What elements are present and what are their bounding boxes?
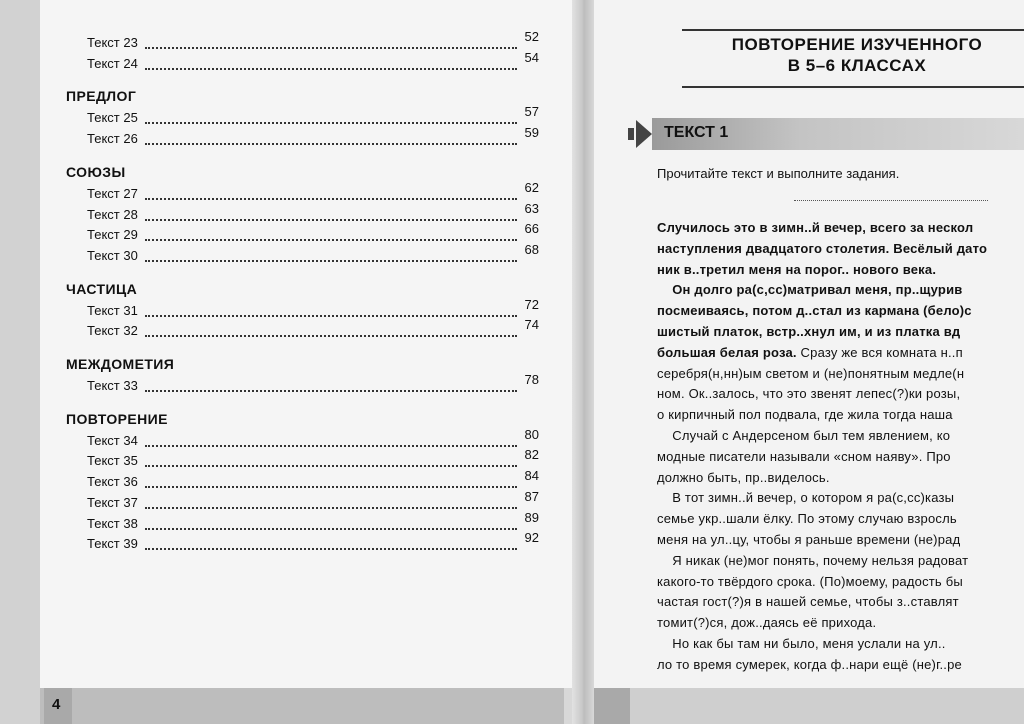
passage-line	[657, 262, 1024, 277]
toc-entry-page: 54	[524, 49, 539, 65]
toc-entry	[87, 468, 539, 494]
dotted-rule	[794, 200, 988, 201]
toc-entry-label: Текст 23	[87, 35, 138, 50]
toc-entry-label: Текст 29	[87, 227, 138, 243]
passage-line	[657, 366, 1024, 381]
passage-text: наступления двадцатого столетия. Весёлый дато	[657, 240, 988, 256]
toc-entry	[87, 241, 539, 268]
passage-text: серебря(н,нн)ым светом и (не)понятным медле(н	[657, 365, 965, 381]
toc-leader-dots	[145, 465, 517, 467]
toc-entry-page: 84	[524, 468, 539, 484]
passage-line	[657, 553, 1024, 568]
passage-line	[657, 282, 1024, 297]
toc-leader-dots	[145, 198, 517, 200]
section-title-line1: ПОВТОРЕНИЕ ИЗУЧЕННОГО	[731, 35, 983, 54]
passage-line	[657, 303, 1024, 318]
passage-text: модные писатели называли «сном наяву». Про	[657, 448, 951, 464]
passage-text: меня на ул..цу, чтобы я раньше времени (не)рад	[657, 532, 961, 547]
left-page	[40, 0, 572, 724]
toc-section-heading: ПОВТОРЕНИЕ	[66, 410, 168, 427]
toc-entry	[87, 372, 539, 398]
toc-leader-dots	[145, 445, 517, 447]
toc-entry	[87, 49, 539, 76]
passage-line	[657, 490, 1024, 505]
toc-entry	[87, 29, 539, 55]
left-page-footer	[40, 688, 572, 724]
section-title-line2: В 5–6 КЛАССАХ	[787, 56, 927, 75]
toc-entry	[87, 317, 539, 343]
toc-leader-dots	[145, 507, 517, 509]
passage-line	[657, 345, 1024, 360]
toc-entry-label: Текст 25	[87, 110, 138, 126]
toc-leader-dots	[145, 335, 517, 337]
passage-text: ник в..третил меня на порог.. нового века.	[657, 261, 937, 277]
toc-entry-page: 57	[524, 104, 539, 120]
passage-line	[657, 615, 1024, 630]
toc-entry	[87, 530, 539, 556]
toc-entry	[87, 296, 539, 323]
passage-text: должно быть, пр..виделось.	[657, 469, 830, 485]
passage-text: какого-то твёрдого срока. (По)моему, радость бы	[657, 573, 963, 589]
right-page	[594, 0, 1024, 724]
passage-line	[657, 428, 1024, 443]
passage-text: семье укр..шали ёлку. По этому случаю взросль	[657, 511, 957, 527]
toc-entry-page: 78	[524, 372, 539, 387]
toc-entry	[87, 200, 539, 227]
passage-text: Случай с Андерсеном был тем явлением, ко	[657, 428, 951, 443]
arrow-icon	[628, 120, 652, 148]
toc-leader-dots	[145, 486, 517, 488]
passage-text: посмеиваясь, потом д..стал из кармана (бело)с	[657, 303, 972, 319]
passage-text: Случилось это в зимн..й вечер, всего за нескол	[657, 220, 974, 235]
toc-entry-page: 68	[524, 241, 539, 257]
toc-entry-page: 62	[524, 179, 539, 195]
passage-line	[657, 386, 1024, 401]
toc-entry-page: 82	[524, 447, 539, 463]
passage-line	[657, 511, 1024, 526]
passage-line	[657, 407, 1024, 422]
passage-text: Он долго ра(с,сс)матривал меня, пр..щурив	[657, 282, 963, 298]
right-page-footer	[594, 688, 1024, 724]
toc-entry-label: Текст 33	[87, 378, 138, 393]
passage-line	[657, 594, 1024, 609]
toc-leader-dots	[145, 47, 517, 49]
toc-entry-label: Текст 24	[87, 55, 138, 71]
toc-entry-label: Текст 39	[87, 536, 138, 552]
page-number-box	[44, 688, 72, 724]
toc-entry-label: Текст 26	[87, 131, 138, 147]
toc-entry-label: Текст 28	[87, 206, 138, 222]
passage-text: Но как бы там ни было, меня услали на ул..	[657, 636, 946, 651]
toc-entry	[87, 104, 539, 130]
toc-entry-label: Текст 35	[87, 453, 138, 469]
passage-line	[657, 220, 1024, 235]
toc-entry	[87, 426, 539, 453]
passage-text: Сразу же вся комната н..п	[796, 344, 963, 360]
toc-section-heading: ПРЕДЛОГ	[66, 88, 137, 105]
text-label: ТЕКСТ 1	[664, 124, 729, 141]
toc-leader-dots	[145, 315, 517, 317]
toc-entry	[87, 488, 539, 515]
toc-section-heading: МЕЖДОМЕТИЯ	[66, 356, 175, 372]
passage-text: ло то время сумерек, когда ф..нари ещё (не)г..ре	[657, 656, 962, 672]
passage-line	[657, 532, 1024, 547]
header-rule-bottom	[682, 86, 1024, 88]
instruction: Прочитайте текст и выполните задания.	[657, 166, 900, 181]
passage-text: Я никак (не)мог понять, почему нельзя радоват	[657, 552, 969, 568]
text-banner	[628, 118, 1024, 150]
toc-entry-label: Текст 38	[87, 515, 138, 531]
toc-entry	[87, 447, 539, 473]
passage-text: В тот зимн..й вечер, о котором я ра(с,сс)казы	[657, 490, 955, 506]
toc-entry-page: 89	[524, 509, 539, 525]
toc-entry-page: 74	[524, 317, 539, 333]
toc-leader-dots	[145, 390, 517, 392]
toc-entry-page: 87	[524, 488, 539, 504]
toc-entry-page: 63	[524, 200, 539, 216]
toc-leader-dots	[145, 219, 517, 221]
toc-entry-page: 92	[524, 530, 539, 546]
passage-text: о кирпичный пол подвала, где жила тогда наша	[657, 407, 953, 423]
toc-entry-page: 66	[524, 221, 539, 237]
passage-text: ном. Ок..залось, что это звенят лепес(?)ки розы,	[657, 386, 961, 402]
toc-entry-label: Текст 30	[87, 247, 138, 263]
passage-text: частая гост(?)я в нашей семье, чтобы з..ставлят	[657, 594, 959, 610]
header-rule-top	[682, 29, 1024, 31]
toc-leader-dots	[145, 68, 517, 70]
toc-entry-page: 72	[524, 296, 539, 312]
toc-entry	[87, 221, 539, 247]
toc-section-heading: СОЮЗЫ	[66, 163, 126, 180]
toc-entry-label: Текст 27	[87, 185, 138, 201]
passage-line	[657, 241, 1024, 256]
passage-text: томит(?)ся, дож..даясь её прихода.	[657, 615, 877, 631]
toc-entry-label: Текст 31	[87, 302, 138, 318]
toc-entry-page: 52	[524, 29, 539, 44]
toc-leader-dots	[145, 143, 517, 145]
page-number: 4	[52, 696, 61, 713]
toc-entry	[87, 125, 539, 151]
toc-leader-dots	[145, 122, 517, 124]
passage-line	[657, 324, 1024, 339]
toc-section-heading: ЧАСТИЦА	[66, 280, 138, 297]
toc-entry-page: 80	[524, 426, 539, 442]
toc-entry-label: Текст 37	[87, 494, 138, 510]
passage-line	[657, 449, 1024, 464]
passage-line	[657, 636, 1024, 651]
passage-line	[657, 470, 1024, 485]
passage-text: шистый платок, встр..хнул им, и из платка вд	[657, 324, 961, 339]
toc-entry-label: Текст 32	[87, 323, 138, 339]
toc-leader-dots	[145, 548, 517, 550]
passage-line	[657, 574, 1024, 589]
toc-entry-label: Текст 36	[87, 474, 138, 490]
toc-entry	[87, 509, 539, 536]
toc-entry	[87, 179, 539, 206]
toc-leader-dots	[145, 260, 517, 262]
toc-entry-page: 59	[524, 125, 539, 141]
toc-entry-label: Текст 34	[87, 432, 138, 448]
book-gutter	[572, 0, 594, 724]
toc-leader-dots	[145, 239, 517, 241]
passage-text: большая белая роза.	[657, 344, 797, 360]
passage-line	[657, 657, 1024, 672]
toc-leader-dots	[145, 528, 517, 530]
